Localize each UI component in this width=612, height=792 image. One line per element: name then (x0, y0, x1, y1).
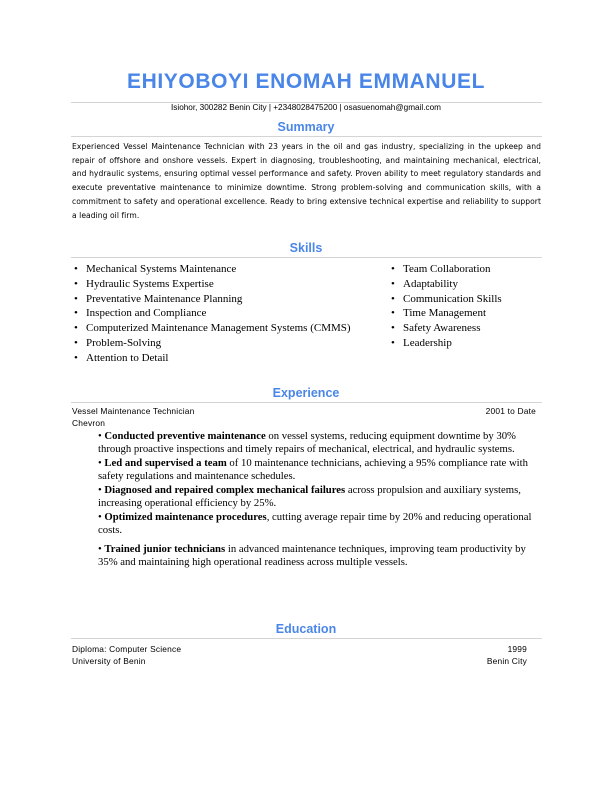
bullet-icon: • (391, 263, 395, 275)
skill-item: • Attention to Detail (74, 351, 169, 364)
skills-heading: Skills (289, 241, 323, 255)
skill-item: • Leadership (391, 336, 452, 349)
bullet-icon: • (74, 307, 78, 320)
bullet-icon: • (74, 322, 78, 335)
bullet-icon: • (74, 292, 78, 305)
job-company: Chevron (72, 418, 106, 428)
bullet-icon: • (74, 277, 78, 290)
bullet-icon: • (98, 484, 102, 496)
summary-divider (71, 136, 542, 137)
summary-heading: Summary (277, 120, 335, 134)
education-school: University of Benin (72, 656, 146, 666)
bullet-icon: • (74, 336, 78, 349)
skills-list-right (391, 262, 502, 351)
skill-item: • Mechanical Systems Maintenance (74, 263, 237, 275)
education-divider (71, 638, 542, 639)
skill-item: • Safety Awareness (391, 322, 481, 335)
achievement-item: • Diagnosed and repaired complex mechanical failures across propulsion and auxiliary systems, increasing operational efficiency by 25%. (98, 484, 521, 509)
skill-item: • Computerized Maintenance Management Systems (CMMS) (74, 322, 351, 335)
skill-item: • Problem-Solving (74, 336, 162, 349)
bullet-icon: • (74, 351, 78, 364)
bullet-icon: • (98, 430, 102, 442)
skill-item: • Time Management (391, 307, 486, 320)
skill-item: • Inspection and Compliance (74, 307, 207, 320)
bullet-icon: • (391, 277, 395, 290)
achievement-item: • Trained junior technicians in advanced maintenance techniques, improving team productivity by 35% and maintaining high operational readiness across multiple vessels. (98, 543, 526, 568)
skills-divider (71, 257, 542, 258)
achievement-item: • Conducted preventive maintenance on vessel systems, reducing equipment downtime by 30% through proactive inspections and timely repairs of mechanical, electrical, and hydraulic systems. (98, 430, 516, 455)
experience-heading: Experience (272, 386, 340, 400)
bullet-icon: • (391, 322, 395, 335)
job-dates: 2001 to Date (485, 406, 536, 416)
experience-divider (71, 402, 542, 403)
bullet-icon: • (98, 457, 102, 469)
skill-item: • Hydraulic Systems Expertise (74, 277, 214, 290)
job-role: Vessel Maintenance Technician (72, 406, 195, 416)
bullet-icon: • (74, 263, 78, 275)
skill-item: • Adaptability (391, 277, 458, 290)
bullet-icon: • (391, 292, 395, 305)
contact-info: Isiohor, 300282 Benin City | +2348028475200 | osasuenomah@gmail.com (171, 103, 441, 112)
education-location: Benin City (486, 656, 527, 666)
skill-item: • Communication Skills (391, 292, 502, 305)
candidate-name: EHIYOBOYI ENOMAH EMMANUEL (126, 70, 485, 93)
job-achievements (98, 430, 534, 570)
education-year: 1999 (507, 644, 527, 654)
bullet-icon: • (98, 543, 102, 555)
bullet-icon: • (391, 336, 395, 349)
achievement-item: • Led and supervised a team of 10 maintenance technicians, achieving a 95% compliance rate with safety regulations and maintenance schedules. (98, 457, 528, 482)
bullet-icon: • (391, 307, 395, 320)
bullet-icon: • (98, 511, 102, 523)
education-heading: Education (275, 622, 337, 636)
education-degree: Diploma: Computer Science (72, 644, 182, 654)
summary-text: Experienced Vessel Maintenance Technician with 23 years in the oil and gas industry, specializing in the upkeep and repair of offshore and onshore vessels. Expert in diagnosing, troubleshooting, and maintaining mechanical, electrical, and hydraulic systems, ensuring optimal vessel performance and safety. Proven ability to meet regulatory standards and execute preventative maintenance to minimize downtime. Strong problem-solving and communication skills, with a commitment to safety and operational excellence. Ready to bring extensive technical expertise and reliability to support a leading oil firm. (72, 142, 541, 220)
skill-item: • Team Collaboration (391, 263, 491, 275)
achievement-item: • Optimized maintenance procedures, cutting average repair time by 20% and reducing operational costs. (98, 511, 532, 536)
skill-item: • Preventative Maintenance Planning (74, 292, 243, 305)
skills-list-left (74, 262, 351, 366)
